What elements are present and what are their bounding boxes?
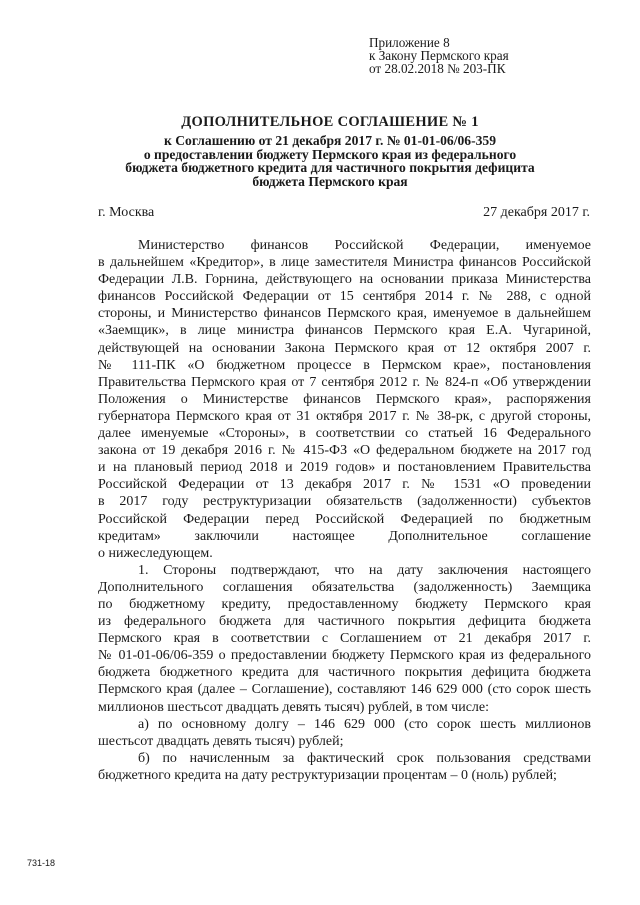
body-line: по бюджетному кредиту, предоставленному бюджету Пермского края [98,596,591,612]
body-line: Министерство финансов Российской Федерации, именуемое [138,238,591,253]
title-subtitle-3: бюджета бюджетного кредита для частичного покрытия дефицита [125,160,535,175]
title-main: ДОПОЛНИТЕЛЬНОЕ СОГЛАШЕНИЕ № 1 [181,114,479,130]
body-line: финансов Российской Федерации от 15 сентября 2014 г. № 288, с одной [98,289,591,305]
body-line: № 111-ПК «О бюджетном процессе в Пермском крае», постановления [98,357,591,373]
body-line: в 2017 году реструктуризации обязательств (задолженности) субъектов [98,494,591,510]
body-line: Пермского края в соответствии с Соглашением от 21 декабря 2017 г. [98,631,591,647]
body-text [98,237,591,784]
body-line: Пермского края (далее – Соглашение), составляют 146 629 000 (сто сорок шесть [98,682,591,698]
annex-reference [369,36,509,75]
body-line: миллионов шестьсот двадцать девять тысяч) рублей, в том числе: [98,699,490,715]
body-line: стороны, и Министерство финансов Пермского края, именуемое в дальнейшем [98,306,591,322]
body-line: Российской Федерации от 13 декабря 2017 г. № 1531 «О проведении [98,477,591,493]
body-line: далее именуемые «Стороны», в соответствии со статьей 16 Федерального [98,426,591,442]
body-line: кредитам» заключили настоящее Дополнительное соглашение [98,528,591,544]
annex-law: к Закону Пермского края [369,48,509,63]
body-line: в дальнейшем «Кредитор», в лице заместителя Министра финансов Российской [98,255,591,271]
body-line: бюджетного кредита на дату реструктуризации процентам – 0 (ноль) рублей; [98,767,557,783]
body-line: Правительства Пермского края от 7 сентября 2012 г. № 824-п «Об утверждении [98,374,591,390]
footer-code: 731-18 [27,858,56,868]
subclause-a: а) по основному долгу – 146 629 000 (сто сорок шесть миллионов [138,716,591,732]
place: г. Москва [98,205,155,220]
subclause-b: б) по начисленным за фактический срок пользования средствами [138,750,591,766]
body-line: и на плановый период 2018 и 2019 годов» и постановлением Правительства [98,460,591,476]
date: 27 декабря 2017 г. [483,205,590,220]
body-line: бюджета бюджетного кредита для частичного покрытия дефицита бюджета [98,665,591,681]
body-line: закона от 19 декабря 2016 г. № 415-ФЗ «О федеральном бюджете на 2017 год [98,443,591,459]
annex-number: Приложение 8 [369,35,450,50]
title-subtitle-4: бюджета Пермского края [252,173,408,189]
body-line: Положения о Министерстве финансов Пермского края», распоряжения [98,391,591,407]
body-line: о нижеследующем. [98,545,213,561]
document-title [60,114,600,188]
body-line: действующей на основании Закона Пермского края от 12 октября 2007 г. [98,340,591,356]
title-subtitle-2: о предоставлении бюджету Пермского края из федерального [143,146,517,162]
body-line: Дополнительного соглашения обязательства (задолженность) Заемщика [98,579,591,595]
body-line: «Заемщик», в лице министра финансов Пермского края Е.А. Чугариной, [98,323,591,339]
body-line: Федерации Л.В. Горнина, действующего на основании приказа Министерства [98,272,591,288]
body-line: из федерального бюджета для частичного покрытия дефицита бюджета [98,614,591,630]
clause-1-start: 1. Стороны подтверждают, что на дату заключения настоящего [138,562,591,578]
annex-law-date: от 28.02.2018 № 203-ПК [369,61,506,76]
body-line: губернатора Пермского края от 31 октября 2017 г. № 38-рк, с другой стороны, [98,408,591,424]
body-line: № 01-01-06/06-359 о предоставлении бюджету Пермского края из федерального [98,648,591,664]
body-line: Российской Федерации перед Российской Федерацией по бюджетным [98,511,591,527]
title-subtitle-1: к Соглашению от 21 декабря 2017 г. № 01-01-06/06-359 [163,133,497,148]
body-line: шестьсот двадцать девять тысяч) рублей; [98,733,344,749]
